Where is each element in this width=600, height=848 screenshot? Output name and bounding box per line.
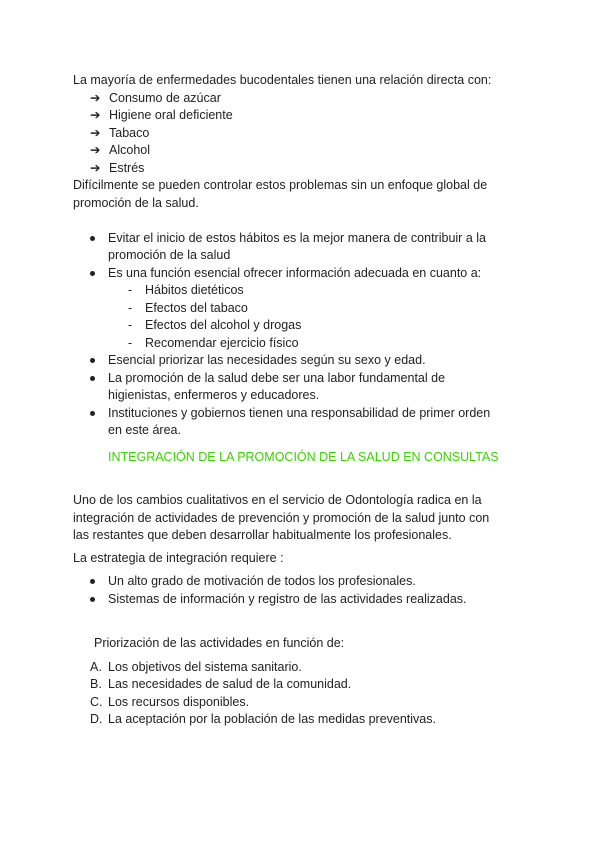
arrow-icon: ➔ [90,125,101,140]
bullet-icon [90,411,95,416]
dash-icon: - [128,300,133,315]
paragraph-integration: Uno de los cambios cualitativos en el servicio de Odontología radica en la integración de actividades de prevención y promoción de la salud junto con las restantes que deben desarrollar habitualmente los profesionales. [73,493,490,542]
section-heading: INTEGRACIÓN DE LA PROMOCIÓN DE LA SALUD EN CONSULTAS [108,449,499,464]
bullet-icon [90,271,95,276]
sub-list-information [73,282,533,352]
bullet-list-strategy [73,573,533,608]
list-item: ➔ Higiene oral deficiente [73,107,533,125]
bullet-list-habits [73,230,533,440]
list-item: Evitar el inicio de estos hábitos es la mejor manera de contribuir a la promoción de la salud [73,230,533,265]
arrow-icon: ➔ [90,108,101,122]
arrow-icon: ➔ [90,143,101,157]
list-item: - Efectos del tabaco [73,300,533,318]
list-item: - Efectos del alcohol y drogas [73,317,533,335]
bullet-icon [90,376,95,381]
arrow-icon: ➔ [90,90,101,105]
list-item: Esencial priorizar las necesidades según su sexo y edad. [73,352,533,370]
arrow-icon: ➔ [90,160,101,175]
dash-icon: - [128,283,133,297]
list-item: ➔ Estrés [73,160,533,178]
dash-icon: - [128,318,133,332]
lettered-list [73,659,533,729]
causes-list [73,90,533,178]
list-item: Un alto grado de motivación de todos los profesionales. [73,573,533,591]
list-item: B. Las necesidades de salud de la comunidad. [90,677,352,691]
bullet-icon [90,358,95,363]
list-item: Instituciones y gobiernos tienen una responsabilidad de primer orden en este área. [73,405,533,440]
list-item: ➔ Consumo de azúcar [73,90,533,108]
list-item: ➔ Alcohol [73,142,533,160]
document-page [73,72,533,729]
list-item: D. La aceptación por la población de las medidas preventivas. [90,712,436,726]
list-item: - Recomendar ejercicio físico [73,335,533,353]
list-item: ➔ Tabaco [73,125,533,143]
list-item: La promoción de la salud debe ser una labor fundamental de higienistas, enfermeros y educadores. [73,370,533,405]
strategy-text: La estrategia de integración requiere : [73,550,284,565]
bullet-icon [90,597,95,602]
intro-text: La mayoría de enfermedades bucodentales tienen una relación directa con: [73,73,492,87]
paragraph-global-approach: Difícilmente se pueden controlar estos problemas sin un enfoque global de promoción de la salud. [73,178,488,210]
priority-text: Priorización de las actividades en función de: [94,636,345,650]
bullet-icon [90,236,95,241]
list-item: C. Los recursos disponibles. [90,694,250,709]
list-item: Sistemas de información y registro de las actividades realizadas. [73,591,533,609]
list-item: Es una función esencial ofrecer información adecuada en cuanto a: - Hábitos dietéticos - Efectos del tabaco - Efectos del alcohol y drogas - Recomendar ejercicio físico [73,265,533,353]
bullet-icon [90,579,95,584]
list-item: A. Los objetivos del sistema sanitario. [90,659,302,674]
list-item: - Hábitos dietéticos [73,282,533,300]
dash-icon: - [128,335,133,350]
